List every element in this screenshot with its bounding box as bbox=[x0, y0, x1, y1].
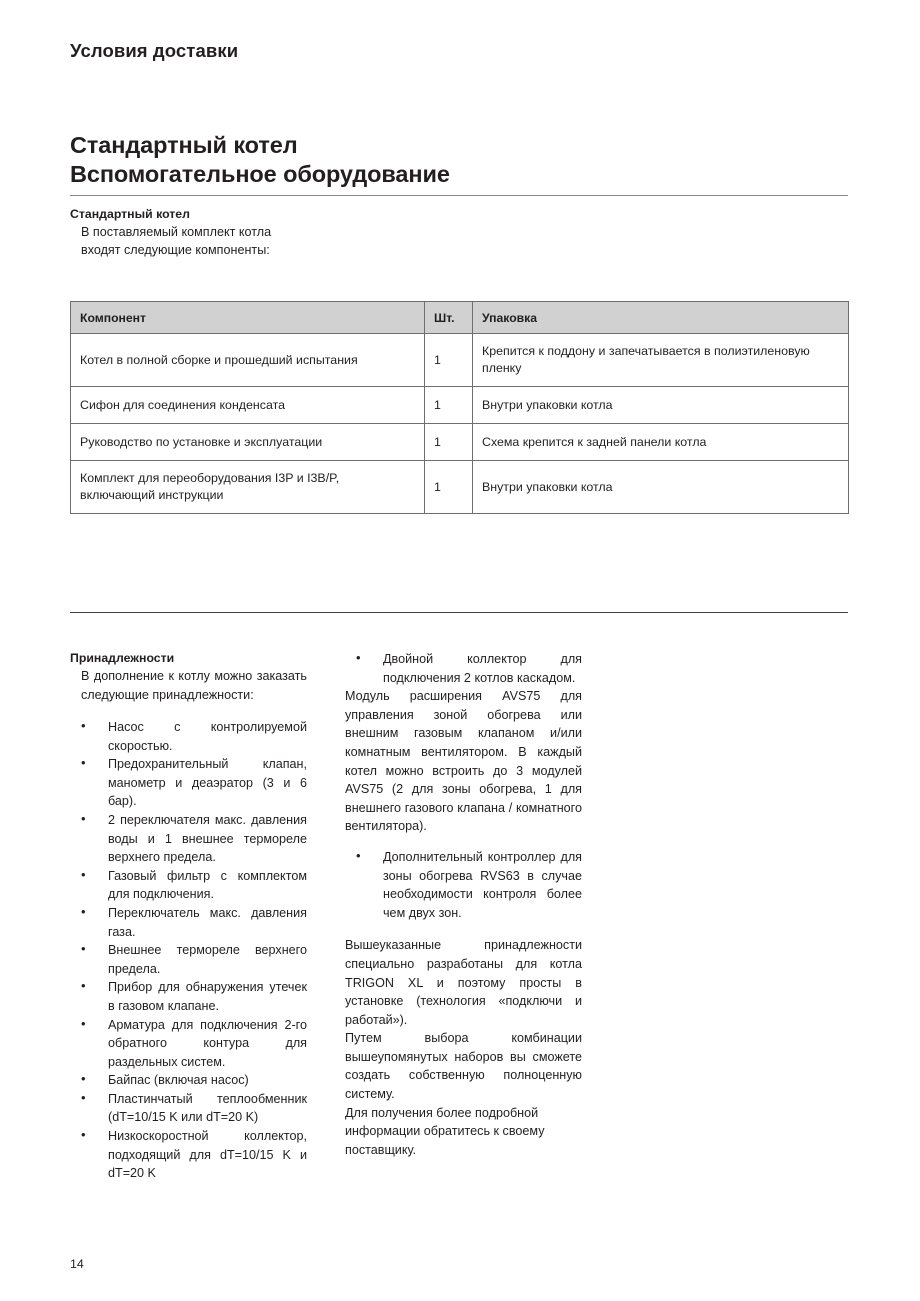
column-header-packaging: Упаковка bbox=[473, 302, 849, 334]
accessories-heading: Принадлежности bbox=[70, 651, 175, 665]
right-column-list-bottom bbox=[345, 848, 582, 922]
section-divider bbox=[70, 612, 848, 613]
list-item: • Предохранительный клапан, манометр и деаэратор (3 и 6 бар). bbox=[70, 755, 307, 811]
cell-quantity: 1 bbox=[425, 424, 473, 461]
intro-heading: Стандартный котел bbox=[70, 207, 190, 221]
running-header: Условия доставки bbox=[70, 40, 239, 61]
list-item: • Переключатель макс. давления газа. bbox=[70, 904, 307, 941]
page-title-line-2: Вспомогательное оборудование bbox=[70, 161, 450, 187]
summary-paragraph-3: Для получения более подробной информации обратитесь к своему поставщику. bbox=[345, 1105, 545, 1157]
right-column-list-top bbox=[345, 650, 582, 687]
page-title-line-1: Стандартный котел bbox=[70, 132, 298, 158]
cell-packaging: Внутри упаковки котла bbox=[473, 387, 849, 424]
cell-packaging: Внутри упаковки котла bbox=[473, 461, 849, 514]
intro-line-1: В поставляемый комплект котла bbox=[81, 225, 272, 239]
list-item: • Пластинчатый теплообменник (dT=10/15 K или dT=20 K) bbox=[70, 1090, 307, 1127]
table-row bbox=[71, 424, 849, 461]
column-header-quantity: Шт. bbox=[425, 302, 473, 334]
cell-component: Комплект для переоборудования I3P и I3B/P, включающий инструкции bbox=[71, 461, 425, 514]
title-divider bbox=[70, 195, 848, 196]
two-column-body bbox=[70, 650, 848, 1210]
list-item: • Дополнительный контроллер для зоны обогрева RVS63 в случае необходимости контроля более чем двух зон. bbox=[345, 848, 582, 922]
cell-packaging: Схема крепится к задней панели котла bbox=[473, 424, 849, 461]
list-item: • Прибор для обнаружения утечек в газовом клапане. bbox=[70, 978, 307, 1015]
intro-line-2: входят следующие компоненты: bbox=[81, 243, 270, 257]
list-item: • Насос с контролируемой скоростью. bbox=[70, 718, 307, 755]
summary-paragraph-2: Путем выбора комбинации вышеупомянутых наборов вы сможете создать собственную полноценную систему. bbox=[345, 1031, 582, 1102]
cell-quantity: 1 bbox=[425, 387, 473, 424]
page-number: 14 bbox=[70, 1257, 84, 1271]
table-row bbox=[71, 334, 849, 387]
table-row bbox=[71, 461, 849, 514]
summary-paragraph-1: Вышеуказанные принадлежности специально разработаны для котла TRIGON XL и поэтому просты в установке (технология «подключи и работай»). bbox=[345, 938, 582, 1027]
accessories-list bbox=[70, 718, 307, 1183]
list-item: • Внешнее термореле верхнего предела. bbox=[70, 941, 307, 978]
table-header-row bbox=[71, 302, 849, 334]
list-item: • 2 переключателя макс. давления воды и 1 внешнее термореле верхнего предела. bbox=[70, 811, 307, 867]
cell-component: Сифон для соединения конденсата bbox=[71, 387, 425, 424]
components-table bbox=[70, 301, 849, 514]
table-row bbox=[71, 387, 849, 424]
column-header-component: Компонент bbox=[71, 302, 425, 334]
components-table-wrapper bbox=[70, 301, 848, 514]
right-column bbox=[345, 650, 582, 1159]
avs75-paragraph: Модуль расширения AVS75 для управления зоной обогрева или внешним газовым клапаном и/или комнатным вентилятором. В каждый котел можно встроить до 3 модулей AVS75 (2 для зоны обогрева, 1 для внешнего газового клапана / комнатного вентилятора). bbox=[345, 689, 582, 834]
accessories-lead-text: В дополнение к котлу можно заказать следующие принадлежности: bbox=[81, 669, 307, 702]
cell-quantity: 1 bbox=[425, 334, 473, 387]
cell-packaging: Крепится к поддону и запечатывается в полиэтиленовую пленку bbox=[473, 334, 849, 387]
cell-component: Котел в полной сборке и прошедший испытания bbox=[71, 334, 425, 387]
list-item: • Двойной коллектор для подключения 2 котлов каскадом. bbox=[345, 650, 582, 687]
list-item: • Арматура для подключения 2-го обратного контура для раздельных систем. bbox=[70, 1016, 307, 1072]
cell-component: Руководство по установке и эксплуатации bbox=[71, 424, 425, 461]
intro-block bbox=[70, 206, 470, 259]
list-item: • Низкоскоростной коллектор, подходящий для dT=10/15 K и dT=20 K bbox=[70, 1127, 307, 1183]
left-column bbox=[70, 650, 307, 1183]
page-title-block bbox=[70, 131, 848, 196]
list-item: • Газовый фильтр с комплектом для подключения. bbox=[70, 867, 307, 904]
cell-quantity: 1 bbox=[425, 461, 473, 514]
list-item: • Байпас (включая насос) bbox=[70, 1071, 307, 1090]
